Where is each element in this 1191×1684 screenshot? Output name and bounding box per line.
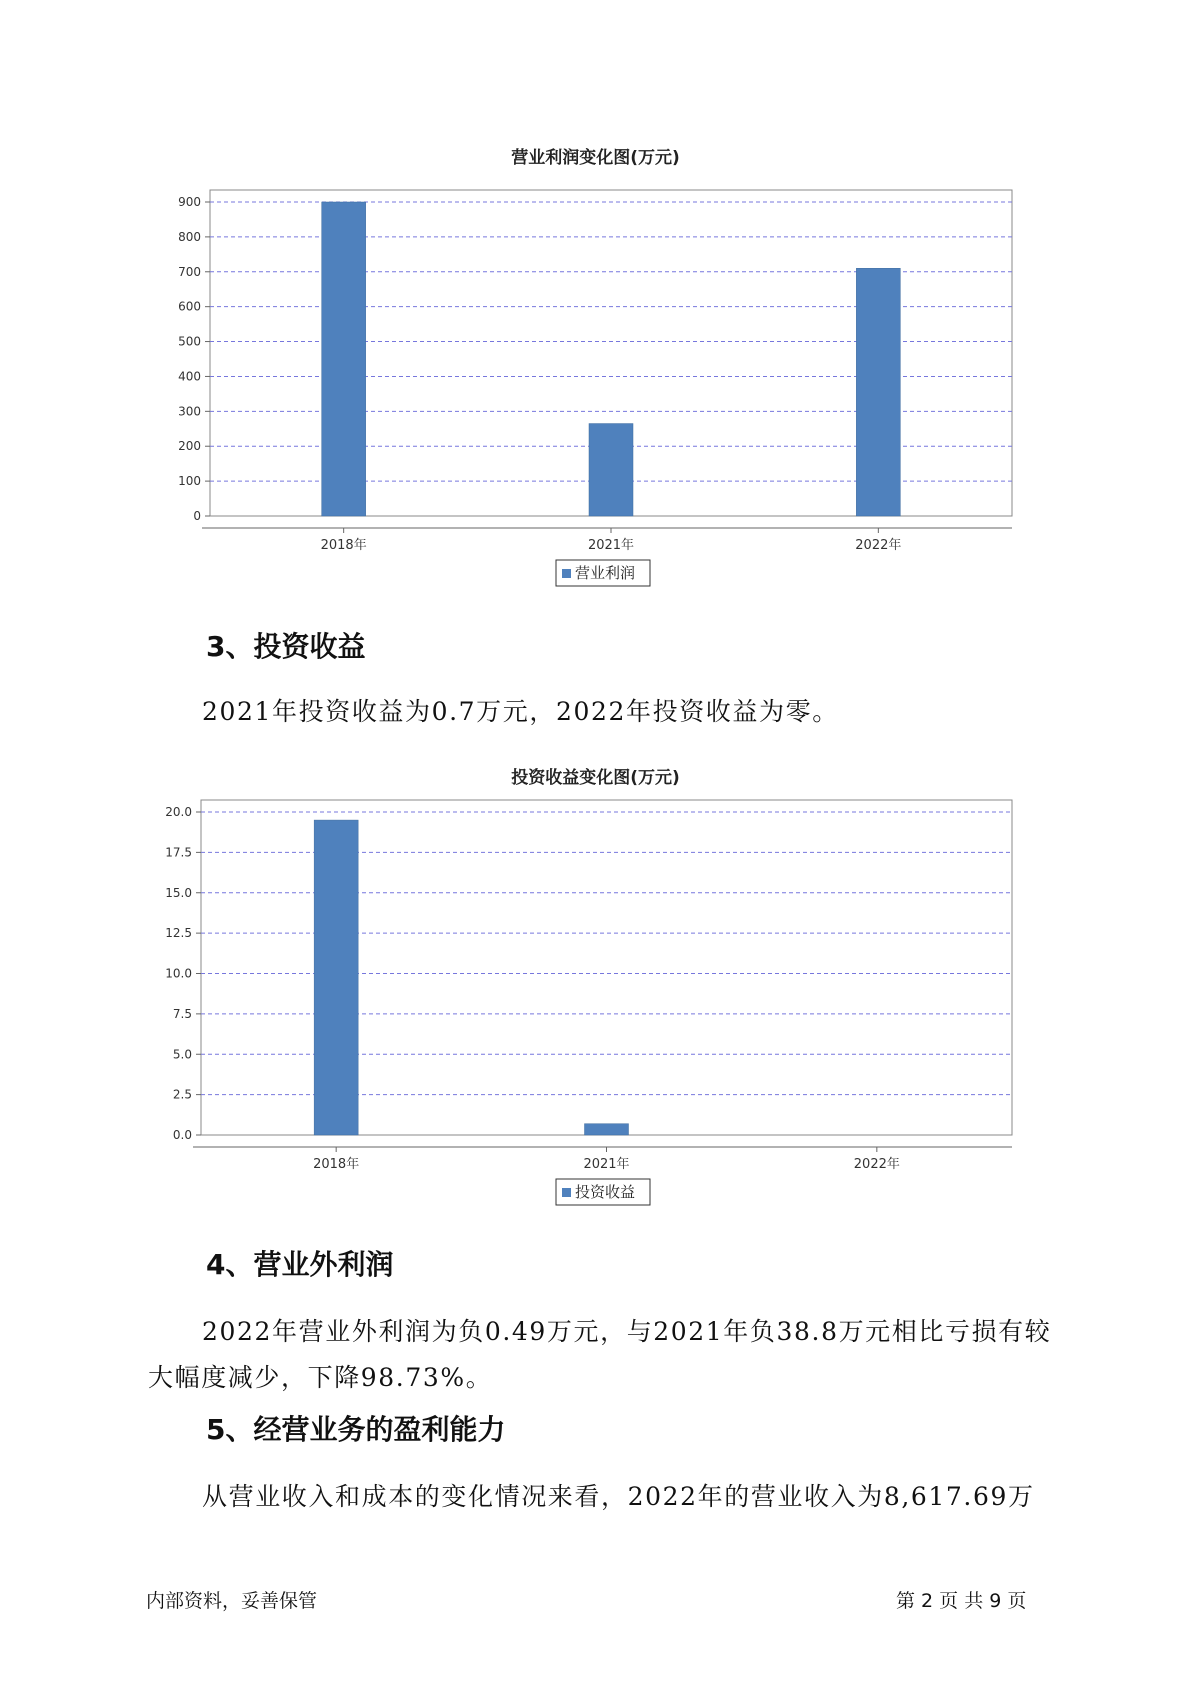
bar <box>856 268 900 516</box>
y-tick-label: 800 <box>178 229 201 244</box>
y-tick-label: 10.0 <box>165 966 192 981</box>
y-tick-label: 700 <box>178 264 201 279</box>
y-tick-label: 600 <box>178 299 201 314</box>
y-tick-label: 7.5 <box>172 1006 192 1021</box>
bar <box>314 820 358 1135</box>
y-tick-label: 0 <box>193 509 201 523</box>
chart-title-operating-profit: 营业利润变化图(万元) <box>511 148 680 168</box>
legend-label: 投资收益 <box>575 1183 636 1201</box>
y-tick-label: 5.0 <box>172 1047 192 1062</box>
section-5-text-line-1: 从营业收入和成本的变化情况来看，2022年的营业收入为8,617.69万 <box>202 1482 1035 1511</box>
x-tick-label: 2022年 <box>853 1157 900 1172</box>
footer-confidential-note: 内部资料，妥善保管 <box>146 1590 318 1612</box>
x-tick-label: 2021年 <box>587 538 635 553</box>
bar <box>589 424 633 516</box>
y-tick-label: 20.0 <box>165 805 192 819</box>
section-4-text-line-1: 2022年营业外利润为负0.49万元，与2021年负38.8万元相比亏损有较 <box>202 1317 1052 1346</box>
y-tick-label: 17.5 <box>165 845 192 860</box>
y-tick-label: 12.5 <box>165 926 192 941</box>
y-tick-label: 15.0 <box>165 885 192 900</box>
chart-operating-profit <box>0 175 1191 595</box>
footer-page-number: 第 2 页 共 9 页 <box>896 1590 1027 1612</box>
section-5-heading: 5、经营业务的盈利能力 <box>206 1413 506 1446</box>
section-3-heading: 3、投资收益 <box>206 630 366 663</box>
x-tick-label: 2021年 <box>583 1157 630 1172</box>
bar <box>585 1124 629 1135</box>
x-tick-label: 2018年 <box>320 538 367 553</box>
y-tick-label: 400 <box>178 369 201 384</box>
x-tick-label: 2018年 <box>313 1157 360 1172</box>
y-tick-label: 300 <box>178 404 201 419</box>
section-4-heading: 4、营业外利润 <box>206 1248 394 1281</box>
section-4-text-line-2: 大幅度减少，下降98.73%。 <box>148 1363 493 1392</box>
chart-title-investment-income: 投资收益变化图(万元) <box>511 768 680 788</box>
chart-investment-income <box>0 795 1191 1215</box>
legend-swatch <box>562 569 571 578</box>
y-tick-label: 100 <box>178 474 201 489</box>
y-tick-label: 500 <box>178 334 201 349</box>
y-tick-label: 900 <box>178 195 201 209</box>
x-tick-label: 2022年 <box>855 538 902 553</box>
y-tick-label: 200 <box>178 439 201 454</box>
legend-swatch <box>562 1188 571 1197</box>
section-3-text: 2021年投资收益为0.7万元，2022年投资收益为零。 <box>202 697 839 726</box>
bar <box>322 202 366 516</box>
legend-label: 营业利润 <box>575 564 636 582</box>
y-tick-label: 2.5 <box>172 1087 192 1102</box>
y-tick-label: 0.0 <box>172 1128 192 1142</box>
